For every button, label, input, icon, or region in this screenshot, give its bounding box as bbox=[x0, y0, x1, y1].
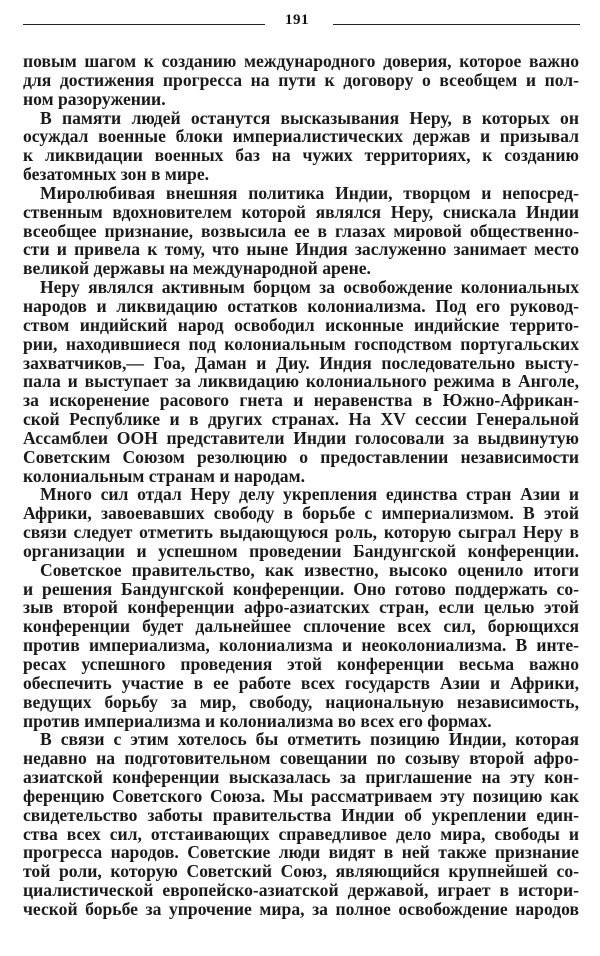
text-line: сти и привела к тому, что ныне Индия заслуженно занимает место bbox=[23, 239, 579, 260]
text-line: пала и выступает за ликвидацию колониального режима в Анголе, bbox=[23, 371, 579, 392]
text-line: организации и успешном проведении Бандунгской конференции. bbox=[23, 540, 579, 561]
text-line: безатомных зон в мире. bbox=[23, 164, 210, 185]
body-text bbox=[23, 52, 579, 919]
text-line: Много сил отдал Неру делу укрепления единства стран Азии и bbox=[40, 484, 579, 505]
text-line: повым шагом к созданию международного доверия, которое важно bbox=[23, 51, 579, 71]
text-line: против империализма и колониализма во всех его формах. bbox=[23, 710, 492, 731]
text-line: В связи с этим хотелось бы отметить позицию Индии, которая bbox=[40, 729, 579, 750]
page-number: 191 bbox=[285, 12, 309, 28]
text-line: и решения Бандунгской конференции. Оно готово поддержать со- bbox=[23, 578, 579, 599]
text-line: Ассамблеи ООН представители Индии голосовали за выдвинутую bbox=[23, 427, 579, 448]
text-line: свидетельство заботы правительства Индии об укреплении един- bbox=[23, 804, 579, 825]
text-line: всеобщее признание, возвысила ее в глазах мировой общественно- bbox=[23, 220, 579, 241]
text-line: ства всех сил, отстаивающих справедливое дело мира, свободы и bbox=[23, 823, 579, 844]
text-line: прогресса народов. Советские люди видят в ней также признание bbox=[23, 842, 579, 863]
text-line: ской Республике и в других странах. На XV сессии Генеральной bbox=[23, 409, 579, 430]
text-line: осуждал военные блоки империалистических держав и призывал bbox=[23, 126, 579, 147]
text-line: ведущих борьбу за мир, свободу, национальную независимость, bbox=[23, 691, 579, 712]
text-line: за искоренение расового гнета и неравенства в Южно-Африкан- bbox=[23, 390, 579, 411]
text-line: недавно на подготовительном совещании по созыву второй афро- bbox=[23, 748, 579, 769]
text-line: Неру являлся активным борцом за освобождение колониальных bbox=[40, 277, 579, 298]
page-header bbox=[23, 12, 580, 32]
text-line: зыв второй конференции афро-азиатских стран, если целью этой bbox=[23, 597, 579, 618]
text-line: рии, находившиеся под колониальным господством португальских bbox=[23, 333, 579, 354]
text-line: Миролюбивая внешняя политика Индии, творцом и непосред- bbox=[40, 182, 579, 203]
text-line: колониальным странам и народам. bbox=[23, 465, 305, 486]
text-line: ференцию Советского Союза. Мы рассматриваем эту позицию как bbox=[23, 785, 579, 806]
text-line: для достижения прогресса на пути к договору о всеобщем и пол- bbox=[23, 69, 579, 90]
text-line: Африки, завоевавших свободу в борьбе с империализмом. В этой bbox=[23, 503, 579, 524]
text-line: той роли, которую Советский Союз, являющийся крупнейшей со- bbox=[23, 861, 579, 882]
text-line: Советским Союзом резолюцию о предоставлении независимости bbox=[23, 446, 579, 467]
text-line: азиатской конференции высказалась за приглашение на эту кон- bbox=[23, 767, 579, 788]
text-line: к ликвидации военных баз на чужих территориях, к созданию bbox=[23, 145, 579, 166]
text-line: ственным вдохновителем которой являлся Неру, снискала Индии bbox=[23, 201, 579, 222]
header-rule-right bbox=[333, 24, 580, 25]
text-line: народов и ликвидацию остатков колониализма. Под его руковод- bbox=[23, 295, 579, 316]
text-line: ством индийский народ освободил исконные индийские террито- bbox=[23, 314, 579, 335]
text-line: В памяти людей останутся высказывания Неру, в которых он bbox=[40, 107, 579, 128]
text-line: ном разоружении. bbox=[23, 88, 166, 109]
text-line: Советское правительство, как известно, высоко оценило итоги bbox=[40, 559, 579, 580]
header-rule-left bbox=[23, 24, 265, 25]
text-line: циалистической европейско-азиатской державой, играет в истори- bbox=[23, 880, 579, 901]
text-line: ресах успешного проведения этой конференции весьма важно bbox=[23, 654, 579, 674]
text-line: ческой борьбе за упрочение мира, за полное освобождение народов bbox=[23, 898, 579, 919]
text-line: против империализма, колониализма и неоколониализма. В инте- bbox=[23, 635, 579, 656]
text-line: великой державы на международной арене. bbox=[23, 258, 371, 279]
text-line: обеспечить участие в ее работе всех государств Азии и Африки, bbox=[23, 672, 579, 693]
text-line: захватчиков,— Гоа, Даман и Диу. Индия последовательно высту- bbox=[23, 352, 579, 373]
text-line: конференции будет дальнейшее сплочение всех сил, борющихся bbox=[23, 616, 579, 637]
text-line: связи следует отметить выдающуюся роль, которую сыграл Неру в bbox=[23, 522, 579, 543]
